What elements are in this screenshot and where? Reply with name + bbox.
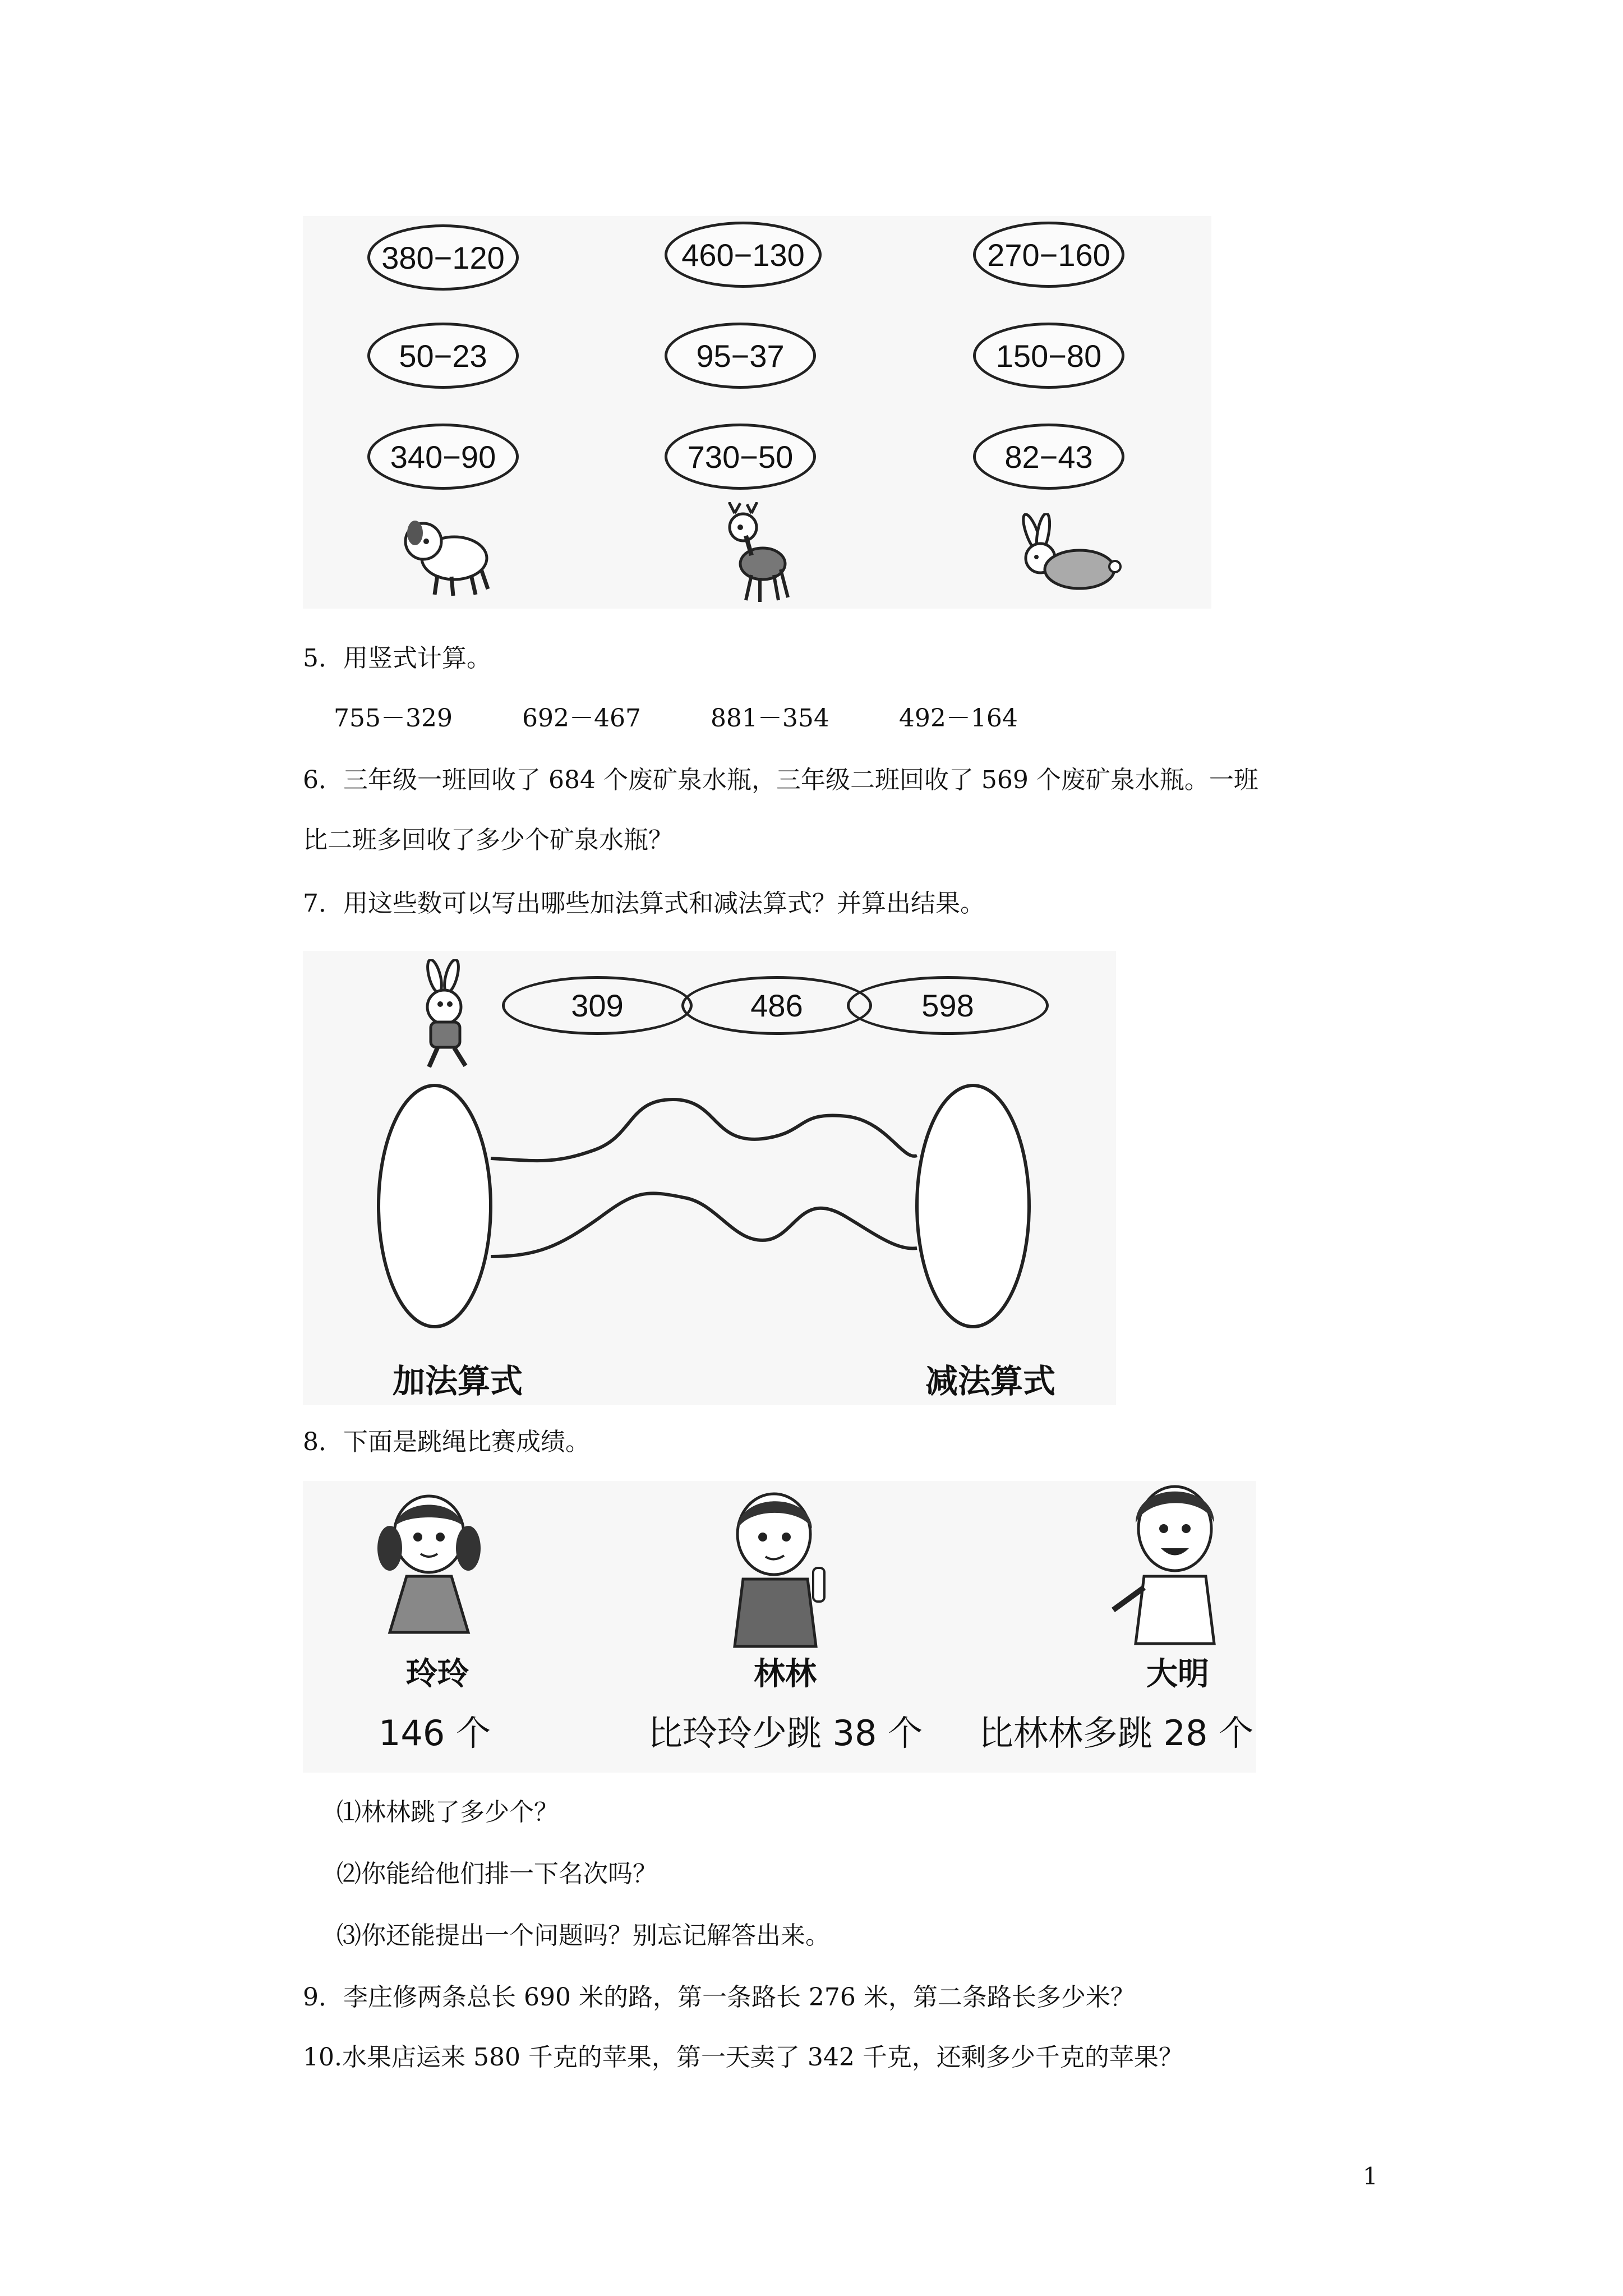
girl-lingling-icon (373, 1487, 485, 1644)
kid-name: 林林 (754, 1656, 817, 1692)
deer-icon (712, 502, 796, 603)
question-10: 10.水果店运来 580 千克的苹果，第一天卖了 342 千克，还剩多少千克的苹果？ (303, 2043, 1183, 2072)
kid-name: 大明 (1146, 1656, 1209, 1692)
calc-problem: 881－354 (710, 704, 829, 733)
expression-oval: 95−37 (665, 323, 816, 389)
page-number: 1 (1363, 2162, 1378, 2190)
expression-oval: 82−43 (973, 424, 1124, 490)
question-9: 9．李庄修两条总长 690 米的路，第一条路长 276 米，第二条路长多少米？ (303, 1983, 1135, 2012)
question-6-line-2: 比二班多回收了多少个矿泉水瓶？ (303, 826, 673, 854)
expression-oval: 460−130 (665, 222, 822, 288)
question-8-sub-3: ⑶你还能提出一个问题吗？别忘记解答出来。 (336, 1921, 830, 1950)
question-6-line-1: 6．三年级一班回收了 684 个废矿泉水瓶，三年级二班回收了 569 个废矿泉水瓶。一班 (303, 766, 1258, 794)
addition-label: 加法算式 (393, 1362, 523, 1400)
kid-name: 玲玲 (406, 1656, 469, 1692)
calc-problem: 692－467 (522, 704, 641, 733)
boy-daming-icon (1105, 1475, 1239, 1655)
question-8-sub-2: ⑵你能给他们排一下名次吗？ (336, 1860, 657, 1888)
expression-oval: 150−80 (973, 323, 1124, 389)
expression-oval: 730−50 (665, 424, 816, 490)
expression-oval: 380−120 (367, 224, 519, 291)
expression-oval: 340−90 (367, 424, 519, 490)
rabbit-icon (1009, 513, 1122, 592)
calc-problem: 755－329 (334, 704, 453, 733)
boy-linlin-icon (718, 1484, 841, 1652)
question-8-sub-1: ⑴林林跳了多少个？ (336, 1798, 559, 1826)
kid-score: 比玲玲少跳 38 个 (647, 1713, 923, 1754)
lamb-icon (398, 510, 499, 600)
kid-score: 146 个 (378, 1713, 491, 1754)
vertical-calc-problems (334, 704, 1080, 734)
question-7-title: 7．用这些数可以写出哪些加法算式和减法算式？并算出结果。 (303, 889, 985, 918)
kid-score: 比林林多跳 28 个 (978, 1713, 1254, 1754)
expression-oval: 50−23 (367, 323, 519, 389)
rabbit-runner-icon (404, 959, 488, 1071)
number-oval: 309 (502, 976, 693, 1035)
expression-oval: 270−160 (973, 222, 1124, 288)
subtraction-label: 减法算式 (925, 1362, 1056, 1400)
calc-problem: 492－164 (898, 704, 1018, 733)
dumbbell-diagram (370, 1077, 1066, 1358)
number-oval: 486 (681, 976, 872, 1035)
question-8-title: 8．下面是跳绳比赛成绩。 (303, 1428, 590, 1456)
number-oval: 598 (847, 976, 1049, 1035)
question-5-title: 5．用竖式计算。 (303, 644, 491, 673)
